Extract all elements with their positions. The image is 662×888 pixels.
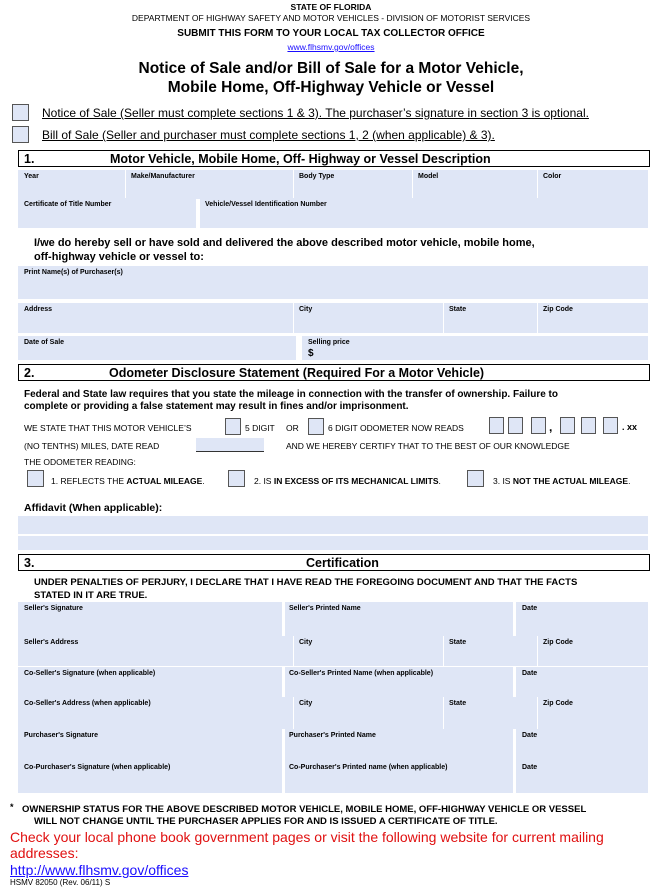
ownership-line2: WILL NOT CHANGE UNTIL THE PURCHASER APPLIES FOR AND IS ISSUED A CERTIFICATE OF TITLE. xyxy=(34,816,498,827)
form-number: HSMV 82050 (Rev. 06/11) S xyxy=(10,878,111,887)
seller-printed-label: Seller's Printed Name xyxy=(289,605,361,612)
no-tenths-text: (NO TENTHS) MILES, DATE READ xyxy=(24,441,160,451)
check-phonebook-line1: Check your local phone book government pages or visit the following website for current mailing xyxy=(10,829,604,845)
sale-statement-line2: off-highway vehicle or vessel to: xyxy=(34,251,204,263)
divider xyxy=(293,170,294,199)
actual-mileage-label: 1. REFLECTS THE ACTUAL MILEAGE. xyxy=(51,476,205,486)
divider xyxy=(537,303,538,333)
divider xyxy=(443,303,444,333)
perjury-line2: STATED IN IT ARE TRUE. xyxy=(34,590,148,601)
body-type-input[interactable] xyxy=(299,184,406,198)
vin-label: Vehicle/Vessel Identification Number xyxy=(205,201,327,208)
bill-of-sale-label: Bill of Sale (Seller and purchaser must complete sections 1, 2 (when applicable) & 3). xyxy=(42,128,495,142)
year-label: Year xyxy=(24,173,39,180)
seller-signature-label: Seller's Signature xyxy=(24,605,83,612)
section3-title: Certification xyxy=(306,556,379,570)
divider xyxy=(443,636,444,666)
odometer-digit-6[interactable] xyxy=(603,417,618,434)
coseller-date-label: Date xyxy=(522,670,538,677)
purchaser-date-label: Date xyxy=(522,732,538,739)
purchaser-signature-label: Purchaser's Signature xyxy=(24,732,99,739)
odometer-digit-3[interactable] xyxy=(531,417,546,434)
section2-number: 2. xyxy=(24,366,35,380)
odometer-reading-text: THE ODOMETER READING: xyxy=(24,457,136,467)
state-label: State xyxy=(449,306,467,313)
copurchaser-date-label: Date xyxy=(522,764,538,771)
seller-zip-label: Zip Code xyxy=(543,639,573,646)
divider xyxy=(537,636,538,666)
sale-statement-line1: I/we do hereby sell or have sold and delivered the above described motor vehicle, mobile home, xyxy=(34,237,535,249)
five-digit-checkbox[interactable] xyxy=(225,418,241,435)
form-title-line2: Mobile Home, Off-Highway Vehicle or Vessel xyxy=(167,79,495,96)
offices-link[interactable]: http://www.flhsmv.gov/offices xyxy=(10,862,189,878)
odometer-comma: , xyxy=(549,420,553,434)
year-input[interactable] xyxy=(24,184,119,198)
excess-mileage-checkbox[interactable] xyxy=(228,470,245,487)
six-digit-checkbox[interactable] xyxy=(308,418,324,435)
dollar-sign: $ xyxy=(308,348,314,359)
odometer-law-line2: complete or providing a false statement may result in fines and/or imprisonment. xyxy=(24,401,409,412)
coseller-city-label: City xyxy=(299,700,313,707)
divider xyxy=(537,170,538,199)
or-label: OR xyxy=(286,423,299,433)
check-phonebook-line2: addresses: xyxy=(10,845,79,861)
department-heading: DEPARTMENT OF HIGHWAY SAFETY AND MOTOR VEHICLES - DIVISION OF MOTORIST SERVICES xyxy=(131,13,531,23)
odometer-digit-1[interactable] xyxy=(489,417,504,434)
selling-price-input[interactable] xyxy=(302,336,648,360)
purchaser-printed-label: Purchaser's Printed Name xyxy=(289,732,376,739)
divider xyxy=(293,697,294,729)
odometer-digit-5[interactable] xyxy=(581,417,596,434)
color-input[interactable] xyxy=(543,184,646,198)
divider xyxy=(293,303,294,333)
odometer-digit-4[interactable] xyxy=(560,417,575,434)
section3-number: 3. xyxy=(24,556,35,570)
address-label: Address xyxy=(24,306,53,313)
we-state-text: WE STATE THAT THIS MOTOR VEHICLE’S xyxy=(24,423,192,433)
affidavit-label: Affidavit (When applicable): xyxy=(24,502,163,514)
five-digit-label: 5 DIGIT xyxy=(245,423,275,433)
ownership-line1: OWNERSHIP STATUS FOR THE ABOVE DESCRIBED MOTOR VEHICLE, MOBILE HOME, OFF-HIGHWAY VEHICLE OR VESSEL xyxy=(22,804,587,815)
bill-of-sale-checkbox[interactable] xyxy=(12,126,29,143)
section2-title: Odometer Disclosure Statement (Required For a Motor Vehicle) xyxy=(109,366,485,380)
section1-title: Motor Vehicle, Mobile Home, Off- Highway or Vessel Description xyxy=(110,152,491,166)
seller-state-label: State xyxy=(449,639,467,646)
odometer-digit-2[interactable] xyxy=(508,417,523,434)
divider xyxy=(443,697,444,729)
section1-number: 1. xyxy=(24,152,35,166)
copurchaser-printed-label: Co-Purchaser's Printed name (when applicable) xyxy=(289,764,448,771)
model-label: Model xyxy=(418,173,439,180)
divider xyxy=(412,170,413,199)
title-number-label: Certificate of Title Number xyxy=(24,201,112,208)
form-title-line1: Notice of Sale and/or Bill of Sale for a Motor Vehicle, xyxy=(138,60,524,77)
coseller-printed-label: Co-Seller's Printed Name (when applicable) xyxy=(289,670,434,677)
submit-instruction: SUBMIT THIS FORM TO YOUR LOCAL TAX COLLECTOR OFFICE xyxy=(177,28,485,39)
seller-address-label: Seller's Address xyxy=(24,639,79,646)
selling-price-label: Selling price xyxy=(308,339,350,346)
six-digit-label: 6 DIGIT ODOMETER NOW READS xyxy=(328,423,464,433)
notice-of-sale-checkbox[interactable] xyxy=(12,104,29,121)
date-read-input[interactable] xyxy=(196,438,264,452)
divider xyxy=(293,636,294,666)
zip-label: Zip Code xyxy=(543,306,573,313)
date-of-sale-label: Date of Sale xyxy=(24,339,65,346)
affidavit-input-1[interactable] xyxy=(18,516,648,534)
color-label: Color xyxy=(543,173,562,180)
divider xyxy=(537,697,538,729)
make-label: Make/Manufacturer xyxy=(131,173,195,180)
odometer-law-line1: Federal and State law requires that you state the mileage in connection with the transfer of ownership. Failure to xyxy=(24,389,558,400)
footnote-asterisk: * xyxy=(10,802,14,812)
seller-city-label: City xyxy=(299,639,313,646)
odometer-tenths: . xx xyxy=(622,422,638,432)
notice-of-sale-label: Notice of Sale (Seller must complete sections 1 & 3). The purchaser’s signature in section 3 is optional. xyxy=(42,106,589,120)
affidavit-input-2[interactable] xyxy=(18,536,648,550)
divider xyxy=(125,170,126,199)
actual-mileage-checkbox[interactable] xyxy=(27,470,44,487)
excess-mileage-label: 2. IS IN EXCESS OF ITS MECHANICAL LIMITS. xyxy=(254,476,441,486)
coseller-zip-label: Zip Code xyxy=(543,700,573,707)
model-input[interactable] xyxy=(418,184,531,198)
city-label: City xyxy=(299,306,313,313)
coseller-state-label: State xyxy=(449,700,467,707)
body-type-label: Body Type xyxy=(299,173,335,180)
perjury-line1: UNDER PENALTIES OF PERJURY, I DECLARE THAT I HAVE READ THE FOREGOING DOCUMENT AND THAT THE FACTS xyxy=(34,577,578,588)
coseller-signature-label: Co-Seller's Signature (when applicable) xyxy=(24,670,156,677)
state-heading: STATE OF FLORIDA xyxy=(290,2,372,12)
not-actual-mileage-label: 3. IS NOT THE ACTUAL MILEAGE. xyxy=(493,476,631,486)
certify-text: AND WE HEREBY CERTIFY THAT TO THE BEST OF OUR KNOWLEDGE xyxy=(286,441,570,451)
offices-url[interactable]: www.flhsmv.gov/offices xyxy=(287,42,375,52)
seller-date-label: Date xyxy=(522,605,538,612)
not-actual-mileage-checkbox[interactable] xyxy=(467,470,484,487)
purchaser-names-label: Print Name(s) of Purchaser(s) xyxy=(24,269,123,276)
coseller-address-label: Co-Seller's Address (when applicable) xyxy=(24,700,151,707)
make-input[interactable] xyxy=(131,184,287,198)
copurchaser-signature-label: Co-Purchaser's Signature (when applicable) xyxy=(24,764,171,771)
